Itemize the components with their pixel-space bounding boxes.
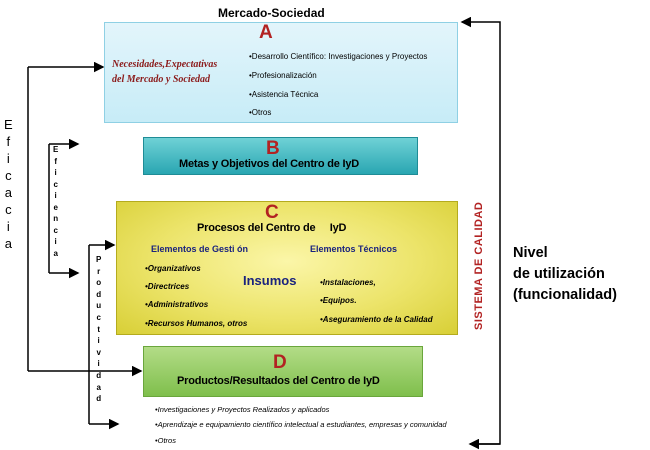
productividad-label	[96, 256, 101, 403]
productividad-letter: i	[97, 359, 100, 369]
eficiencia-letter: i	[54, 168, 57, 177]
productividad-letter: o	[96, 278, 102, 288]
eficiencia-label	[53, 146, 58, 258]
gestion-item: •Recursos Humanos, otros	[145, 319, 248, 328]
eficacia-label	[4, 118, 13, 250]
tecnicos-item: •Instalaciones,	[320, 278, 376, 287]
productividad-letter: a	[96, 382, 101, 392]
eficiencia-letter: a	[53, 248, 58, 258]
box-a-item: •Profesionalización	[249, 71, 317, 80]
tecnicos-item: •Aseguramiento de la Calidad	[320, 315, 433, 324]
productividad-letter: i	[97, 336, 100, 346]
eficiencia-letter: f	[54, 156, 57, 166]
eficacia-letter: i	[6, 219, 10, 234]
productividad-letter: c	[96, 312, 101, 322]
eficacia-letter: a	[4, 236, 12, 251]
box-a-item: •Desarrollo Científico: Investigaciones y Proyectos	[249, 52, 428, 61]
productividad-letter: P	[96, 255, 102, 264]
nivel-line: (funcionalidad)	[513, 287, 617, 303]
eficiencia-letter: E	[53, 145, 59, 154]
eficacia-letter: E	[4, 117, 13, 132]
eficiencia-letter: i	[54, 191, 57, 200]
productividad-letter: r	[97, 266, 101, 276]
box-d-letter: D	[273, 352, 287, 373]
eficiencia-letter: c	[53, 225, 58, 235]
box-a-item: •Otros	[249, 108, 272, 117]
productividad-letter: u	[96, 301, 102, 311]
nivel-line: Nivel	[513, 245, 548, 261]
productividad-letter: d	[96, 370, 102, 380]
nivel-utilizacion	[513, 243, 617, 306]
eficacia-letter: f	[6, 134, 11, 149]
productividad-letter: t	[97, 324, 100, 334]
box-c-title: Procesos del Centro de IyD	[197, 222, 347, 234]
mercado-sociedad-label: Mercado-Sociedad	[218, 6, 325, 20]
eficiencia-letter: i	[54, 237, 57, 246]
gestion-item: •Organizativos	[145, 264, 201, 273]
eficiencia-letter: e	[53, 202, 58, 212]
box-b-letter: B	[266, 138, 280, 159]
productividad-letter: d	[96, 289, 102, 299]
box-a-letter: A	[259, 22, 273, 43]
box-d-item: •Otros	[155, 436, 176, 445]
box-a-needs-line2: del Mercado y Sociedad	[112, 74, 211, 85]
productividad-letter: d	[96, 394, 102, 404]
gestion-header: Elementos de Gesti ón	[151, 244, 249, 254]
box-a-needs-line1: Necesidades,Expectativas	[112, 59, 218, 70]
productividad-letter: v	[96, 347, 101, 357]
nivel-line: de utilización	[513, 266, 605, 282]
box-b-title: Metas y Objetivos del Centro de IyD	[179, 158, 360, 170]
eficacia-letter: i	[6, 151, 10, 166]
gestion-item: •Directrices	[145, 282, 190, 291]
eficiencia-letter: c	[53, 179, 58, 189]
box-d-title: Productos/Resultados del Centro de IyD	[177, 375, 380, 387]
sistema-calidad-label: SISTEMA DE CALIDAD	[473, 201, 485, 330]
box-d-item: •Investigaciones y Proyectos Realizados y aplicados	[155, 405, 330, 414]
eficiencia-letter: n	[53, 214, 59, 223]
tecnicos-item: •Equipos.	[320, 296, 357, 305]
eficacia-letter: c	[5, 168, 12, 183]
box-a-item: •Asistencia Técnica	[249, 90, 319, 99]
box-c-letter: C	[265, 202, 279, 223]
gestion-item: •Administrativos	[145, 300, 209, 309]
eficacia-letter: a	[4, 185, 12, 200]
eficacia-letter: c	[5, 202, 12, 217]
insumos-label: Insumos	[243, 273, 297, 288]
tecnicos-header: Elementos Técnicos	[310, 244, 398, 254]
box-d-item: •Aprendizaje e equipamiento científico intelectual a estudiantes, empresas y comunidad	[155, 420, 447, 429]
